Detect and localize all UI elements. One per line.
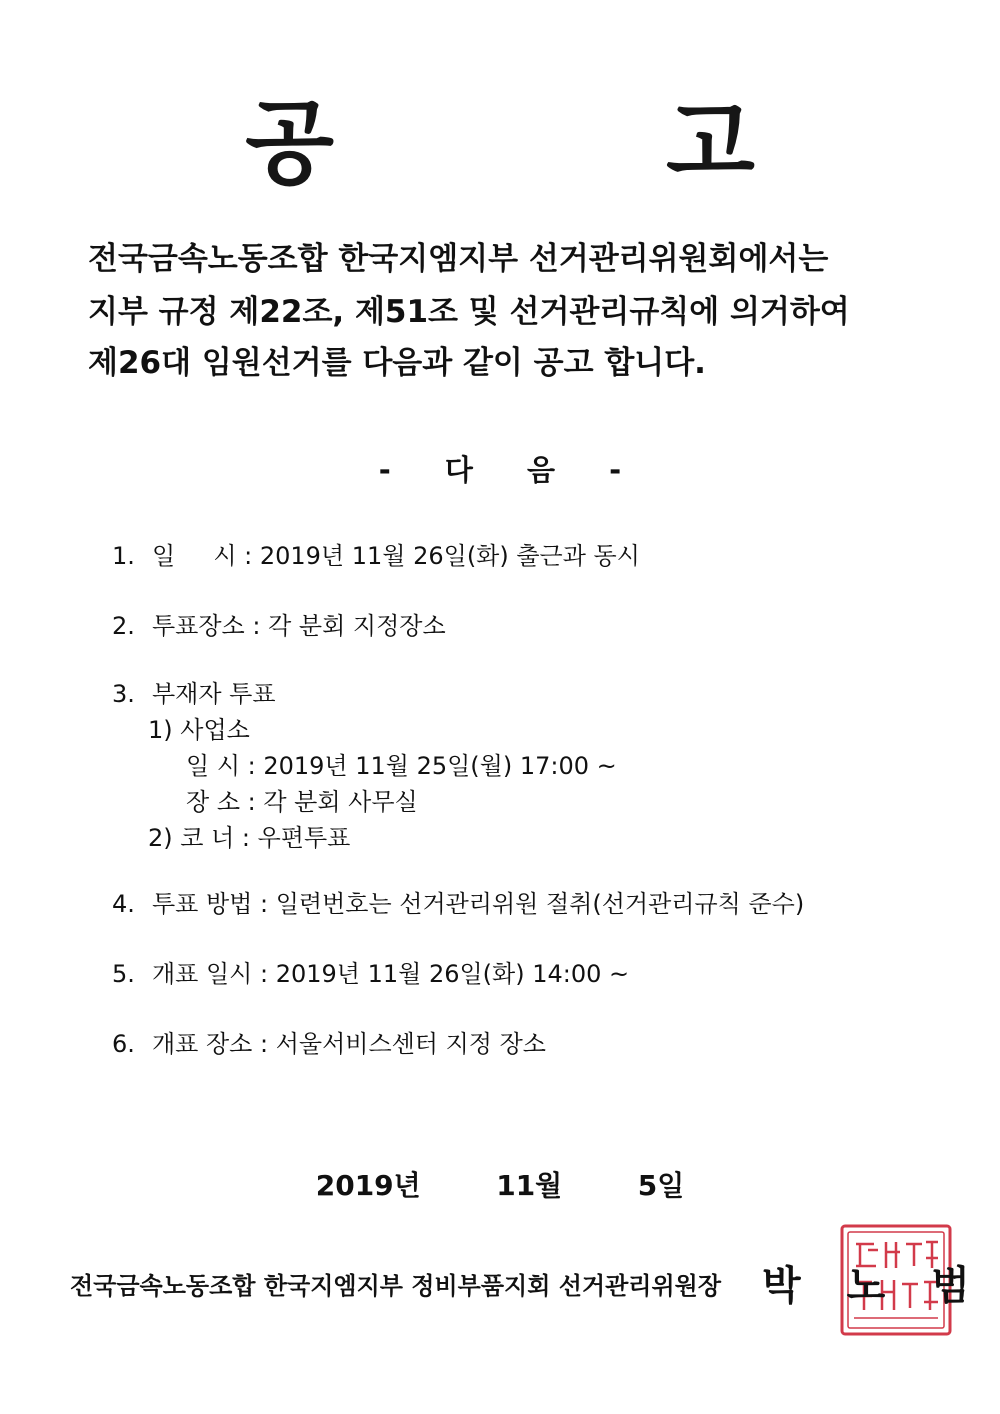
item-text: 투표장소 : 각 분회 지정장소 [152,612,446,640]
item-number: 5. [112,960,135,988]
item-text: 투표 방법 : 일련번호는 선거관리위원 절취(선거관리규칙 준수) [152,890,805,918]
item-text: 개표 일시 : 2019년 11월 26일(화) 14:00 ~ [152,960,630,988]
list-item [112,614,446,638]
section-heading: - 다 음 - [378,453,644,487]
item-text: 개표 장소 : 서울서비스센터 지정 장소 [152,1030,546,1058]
item-number: 3. [112,680,135,708]
notice-title: 공 고 [245,90,905,197]
intro-line-2: 지부 규정 제22조, 제51조 및 선거관리규칙에 의거하여 [88,294,850,330]
item-number: 6. [112,1030,135,1058]
notice-date: 2019년 11월 5일 [315,1169,685,1202]
item-number: 2. [112,612,135,640]
item-number: 1. [112,542,135,570]
list-item [112,544,640,568]
intro-line-3: 제26대 임원선거를 다음과 같이 공고 합니다. [88,345,706,381]
item-text: 일 시 : 2019년 11월 26일(화) 출근과 동시 [152,542,640,570]
sub-item: 1) 사업소 [148,716,250,744]
item-text: 부재자 투표 [152,680,276,708]
signer-name: 박 노 범 [762,1263,986,1309]
signature-org: 전국금속노동조합 한국지엠지부 정비부품지회 선거관리위원장 [70,1272,722,1300]
sub-item-detail: 장 소 : 각 분회 사무실 [186,788,418,816]
sub-item-detail: 일 시 : 2019년 11월 25일(월) 17:00 ~ [186,752,617,780]
intro-line-1: 전국금속노동조합 한국지엠지부 선거관리위원회에서는 [88,241,829,277]
item-number: 4. [112,890,135,918]
sub-item: 2) 코 너 : 우편투표 [148,824,351,852]
list-item [112,892,804,916]
list-item [112,1032,546,1056]
list-item [112,682,276,706]
list-item [112,962,629,986]
